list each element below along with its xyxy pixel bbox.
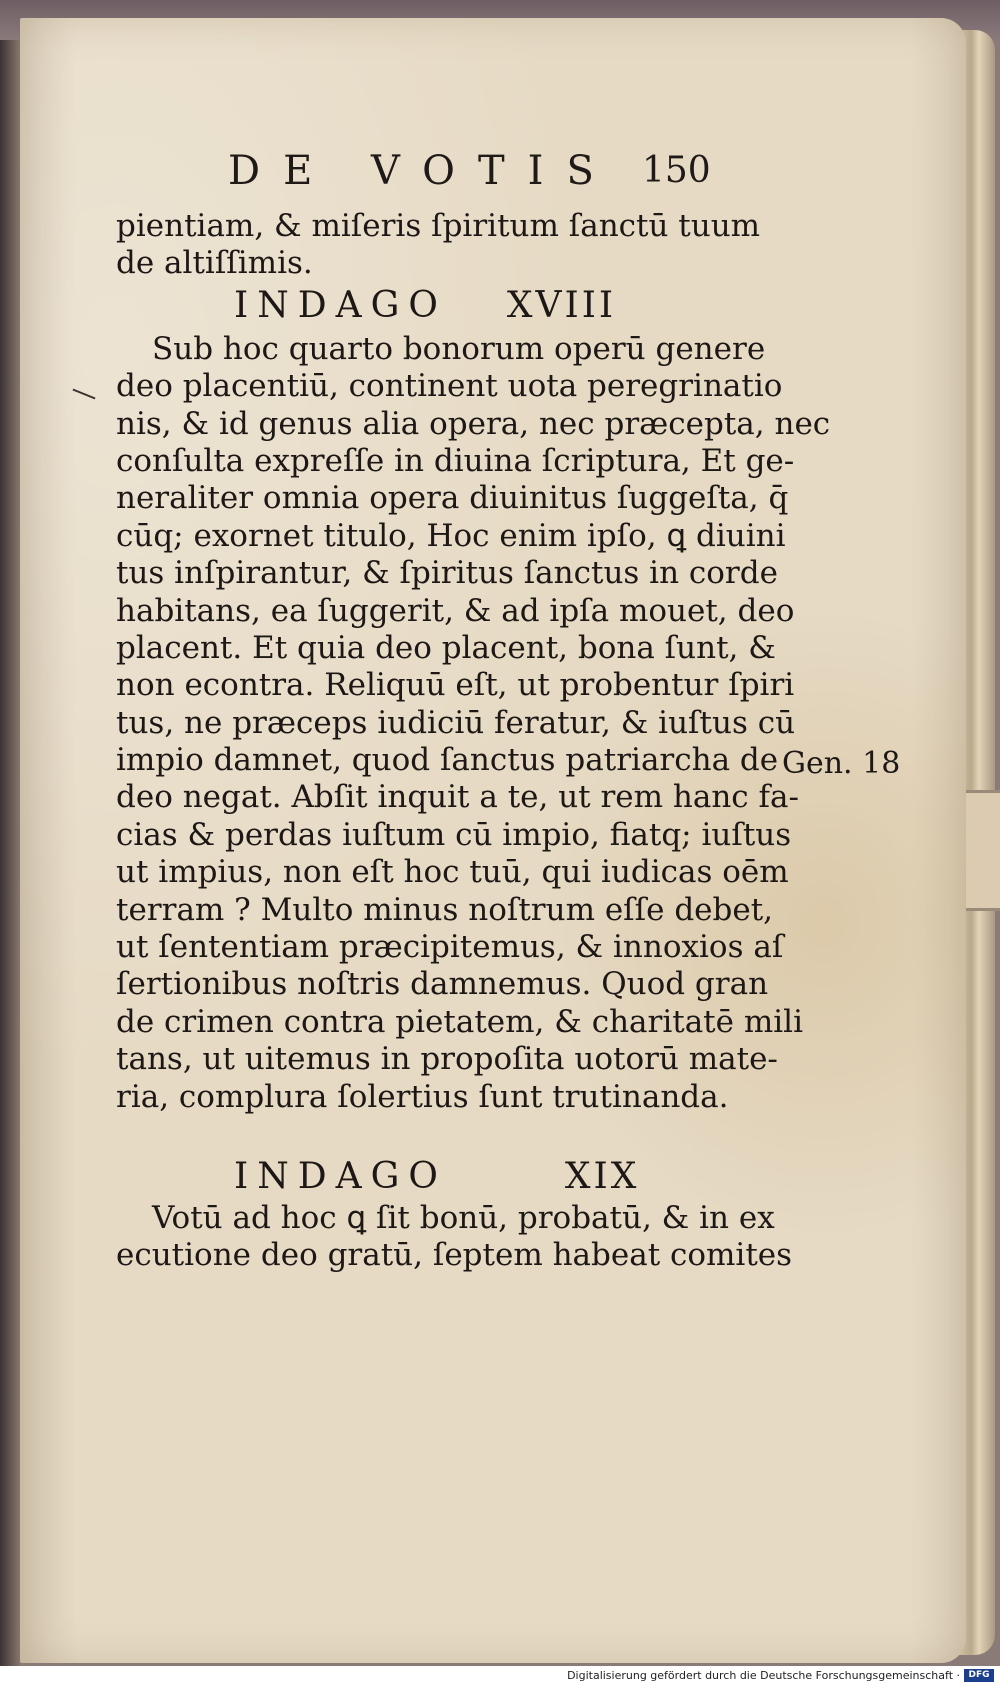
text-line: tus, ne præceps iudiciū feratur, & iuſtus cū [116, 704, 796, 741]
text-line: de altiſſimis. [116, 245, 313, 282]
text-line: cias & perdas iuſtum cū impio, fiatq; iuſtus [116, 816, 792, 853]
text-line: tans, ut uitemus in propoſita uotorū mate- [116, 1041, 778, 1078]
text-line: ut impius, non eſt hoc tuū, qui iudicas oēm [116, 854, 789, 891]
text-line: terram ? Multo minus noſtrum eſſe debet, [116, 891, 774, 928]
text-line: ecutione deo gratū, ſeptem habeat comites [116, 1237, 793, 1274]
heading-word: INDAGO [234, 284, 447, 326]
text-line: Votū ad hoc ꝗ ſit bonū, probatū, & in ex [152, 1199, 775, 1236]
text-line: deo negat. Abſit inquit a te, ut rem hanc fa- [116, 779, 799, 816]
text-line: cūq; exornet titulo, Hoc enim ipſo, ꝗ diuini [116, 517, 786, 554]
book-binding-edge [0, 0, 22, 1686]
text-line: de crimen contra pietatem, & charitatē mili [116, 1003, 803, 1040]
text-line: placent. Et quia deo placent, bona ſunt, & [116, 629, 776, 666]
text-line: ſertionibus noſtris damnemus. Quod gran [116, 966, 769, 1003]
text-line: Sub hoc quarto bonorum operū genere [152, 330, 766, 367]
text-line: ut ſententiam præcipitemus, & innoxios aſ [116, 929, 784, 966]
section-heading-19 [116, 1155, 786, 1198]
text-line: ria, complura ſolertius ſunt trutinanda. [116, 1078, 729, 1115]
section-heading-18 [116, 284, 786, 327]
page-header [228, 148, 711, 208]
heading-word: INDAGO [234, 1155, 447, 1197]
text-line: tus inſpirantur, & ſpiritus ſanctus in corde [116, 555, 778, 592]
text-line: habitans, ea ſuggerit, & ad ipſa mouet, deo [116, 592, 795, 629]
text-block [116, 208, 831, 1275]
digitization-credit: Digitalisierung gefördert durch die Deutsche Forschungsgemeinschaft · [567, 1669, 960, 1682]
text-line: neraliter omnia opera diuinitus ſuggeſta, q̄ [116, 480, 789, 517]
heading-ordinal: XVIII [506, 284, 617, 326]
running-title: DE VOTIS [228, 148, 617, 194]
dfg-logo: DFG [964, 1669, 994, 1682]
text-line: impio damnet, quod ſanctus patriarcha de [116, 742, 779, 779]
text-line: nis, & id genus alia opera, nec præcepta, nec [116, 405, 831, 442]
text-line: deo placentiū, continent uota peregrinatio [116, 368, 783, 405]
book-page [20, 18, 966, 1663]
page-number: 150 [642, 150, 711, 191]
margin-mark [72, 389, 95, 400]
text-line: conſulta expreſſe in diuina ſcriptura, Et ge- [116, 442, 795, 479]
marginal-note: Gen. 18 [782, 746, 901, 781]
heading-ordinal: XIX [564, 1155, 640, 1197]
text-line: non econtra. Reliquū eſt, ut probentur ſpiri [116, 667, 795, 704]
text-line: pientiam, & miſeris ſpiritum ſanctū tuum [116, 208, 761, 244]
